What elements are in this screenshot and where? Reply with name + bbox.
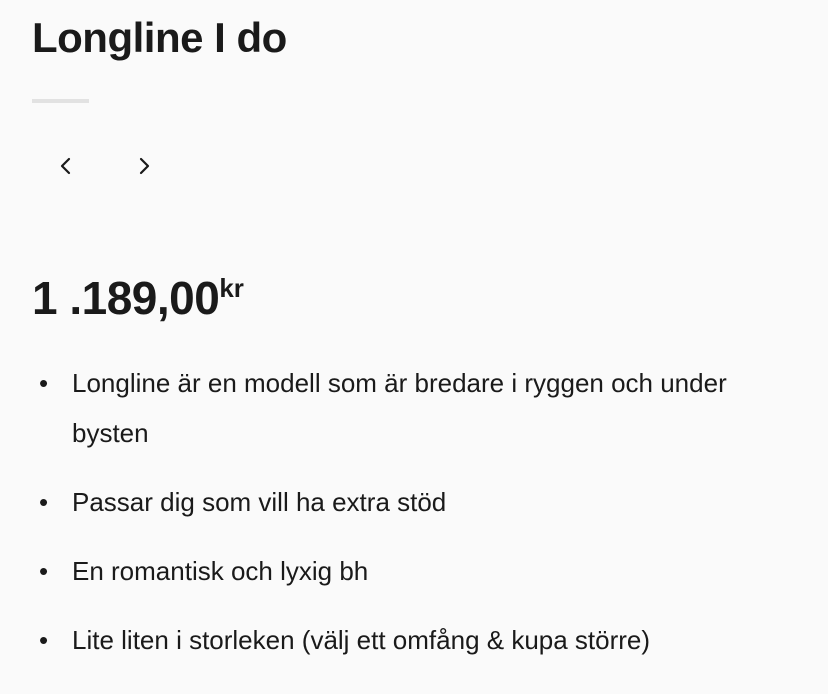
price-currency: kr (219, 273, 244, 303)
bullet-icon: • (39, 556, 49, 586)
carousel-nav (48, 147, 796, 185)
feature-text: En romantisk och lyxig bh (72, 556, 369, 586)
product-page (0, 14, 828, 665)
feature-item (32, 358, 762, 458)
product-title: Longline I do (32, 14, 287, 61)
product-price (32, 262, 796, 324)
bullet-icon: • (39, 368, 49, 398)
chevron-right-icon (135, 156, 153, 176)
bullet-icon: • (39, 487, 49, 517)
feature-text: Lite liten i storleken (välj ett omfång & kupa större) (72, 625, 651, 655)
carousel-prev-button[interactable] (48, 147, 84, 185)
chevron-left-icon (57, 156, 75, 176)
title-divider (32, 99, 89, 103)
feature-text: Passar dig som vill ha extra stöd (72, 487, 447, 517)
carousel-next-button[interactable] (126, 147, 162, 185)
feature-item (32, 546, 762, 596)
bullet-icon: • (39, 625, 49, 655)
feature-list (32, 358, 796, 665)
price-amount: 1 .189,00 (32, 272, 220, 324)
feature-text: Longline är en modell som är bredare i ryggen och under bysten (72, 368, 727, 448)
feature-item (32, 477, 762, 527)
feature-item (32, 615, 762, 665)
